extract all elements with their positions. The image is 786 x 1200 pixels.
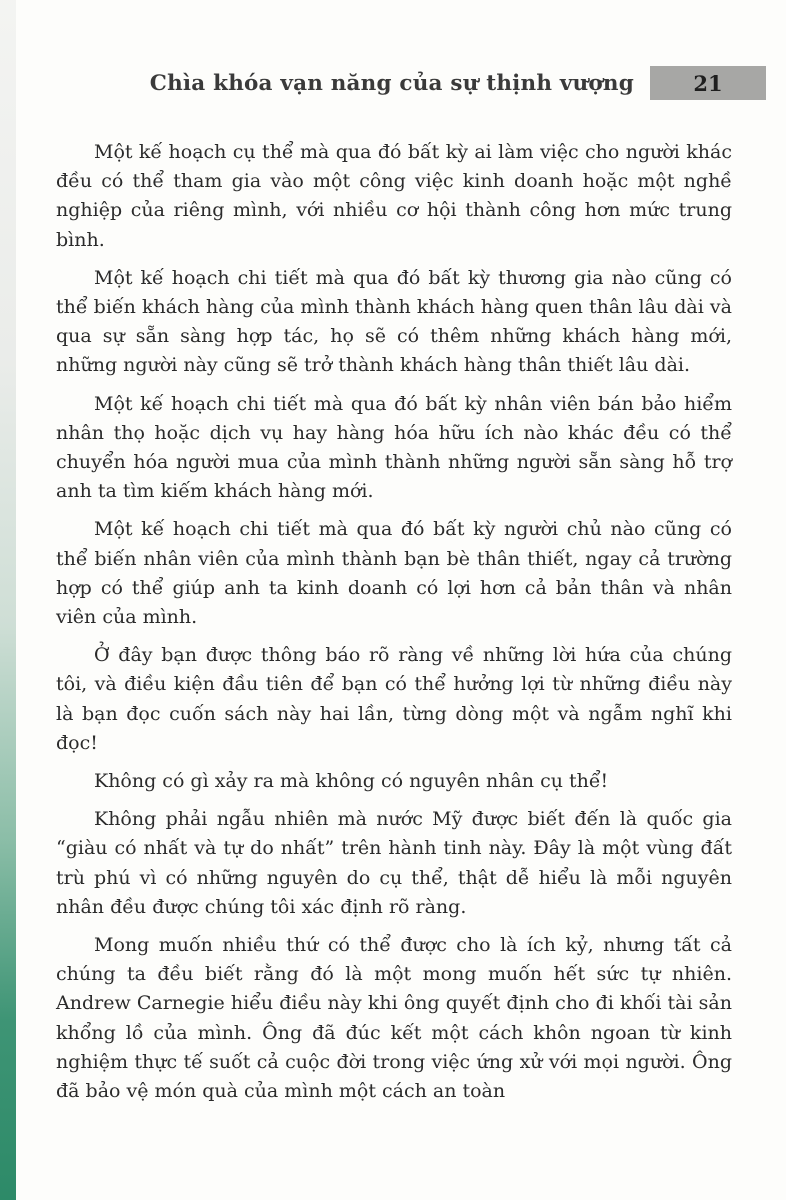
running-header — [0, 66, 766, 100]
paragraph-8: Mong muốn nhiều thứ có thể được cho là ích kỷ, nhưng tất cả chúng ta đều biết rằng đó là một mong muốn hết sức tự nhiên. Andrew Carnegie hiểu điều này khi ông quyết định cho đi khối tài sản khổng lồ của mình. Ông đã đúc kết một cách khôn ngoan từ kinh nghiệm thực tế suốt cả cuộc đời trong việc ứng xử với mọi người. Ông đã bảo vệ món quà của mình một cách an toàn — [56, 934, 732, 1103]
book-spine-shadow — [0, 0, 16, 1200]
paragraph-7: Không phải ngẫu nhiên mà nước Mỹ được biết đến là quốc gia “giàu có nhất và tự do nhất” trên hành tinh này. Đây là một vùng đất trù phú vì có những nguyên do cụ thể, thật dễ hiểu là mỗi nguyên nhân đều được chúng tôi xác định rõ ràng. — [56, 808, 732, 918]
paragraph-5: Ở đây bạn được thông báo rõ ràng về những lời hứa của chúng tôi, và điều kiện đầu tiên để bạn có thể hưởng lợi từ những điều này là bạn đọc cuốn sách này hai lần, từng dòng một và ngẫm nghĩ khi đọc! — [56, 644, 732, 754]
running-header-title: Chìa khóa vạn năng của sự thịnh vượng — [149, 70, 634, 96]
paragraph-2: Một kế hoạch chi tiết mà qua đó bất kỳ thương gia nào cũng có thể biến khách hàng của mình thành khách hàng quen thân lâu dài và qua sự sẵn sàng hợp tác, họ sẽ có thêm những khách hàng mới, những người này cũng sẽ trở thành khách hàng thân thiết lâu dài. — [56, 266, 732, 377]
paragraph-1: Một kế hoạch cụ thể mà qua đó bất kỳ ai làm việc cho người khác đều có thể tham gia vào một công việc kinh doanh hoặc một nghề nghiệp của riêng mình, với nhiều cơ hội thành công hơn mức trung bình. — [56, 141, 732, 251]
paragraph-6: Không có gì xảy ra mà không có nguyên nhân cụ thể! — [94, 770, 609, 793]
paragraph-3: Một kế hoạch chi tiết mà qua đó bất kỳ nhân viên bán bảo hiểm nhân thọ hoặc dịch vụ hay hàng hóa hữu ích nào khác đều có thể chuyển hóa người mua của mình thành những người sẵn sàng hỗ trợ anh ta tìm kiếm khách hàng mới. — [56, 392, 732, 503]
paragraph-4: Một kế hoạch chi tiết mà qua đó bất kỳ người chủ nào cũng có thể biến nhân viên của mình thành bạn bè thân thiết, ngay cả trường hợp có thể giúp anh ta kinh doanh có lợi hơn cả bản thân và nhân viên của mình. — [56, 518, 732, 629]
page-content — [56, 138, 732, 1115]
page-number-badge — [650, 66, 766, 100]
page-number: 21 — [693, 70, 723, 96]
